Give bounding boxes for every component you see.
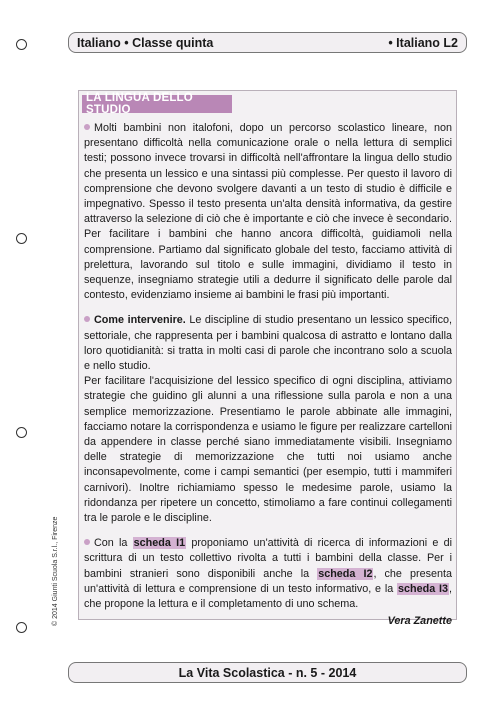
scheda-i1-label: scheda I1 — [133, 537, 186, 550]
page-header — [68, 32, 467, 53]
binder-hole-4 — [16, 622, 27, 633]
binder-hole-3 — [16, 427, 27, 438]
paragraph-intro-text: Molti bambini non italofoni, dopo un percorso scolastico lineare, non presentano difficoltà nella comunicazione orale o nella lettura di semplici testi; possono invece trovarsi in difficoltà nell'affrontare la lingua dello studio che presenta un lessico e una sintassi più complesse. Per questo il lavoro di comprensione che devono svolgere davanti a un testo di studio è difficile e impegnativo. Spesso il testo presenta un'alta densità informativa, da gestire attraverso la selezione di ciò che è importante e ciò che invece è secondario. Per facilitare i bambini che hanno ancora difficoltà, guidiamoli nella comprensione. Partiamo dal significato globale del testo, facciamo attività di prelettura, lavorando sul titolo e sulle immagini, dividiamo il testo in sequenze, insegniamo strategie utili a dedurre il significato delle parole dal contesto, evidenziamo insieme ai bambini le frasi più importanti. — [84, 122, 452, 302]
text-fragment: , che presenta un'attività di lettura e comprensione di un testo informativo, e la — [84, 567, 453, 595]
paragraph-come-intervenire — [84, 313, 452, 374]
binder-hole-1 — [16, 39, 27, 50]
text-fragment: , che propone la lettura e il completamento di uno schema. — [84, 582, 452, 611]
author-signature: Vera Zanette — [387, 615, 452, 628]
scheda-i3-label: scheda I3 — [398, 582, 448, 595]
bullet-icon — [84, 316, 90, 322]
paragraph-intro — [84, 121, 452, 303]
paragraph-schede — [84, 536, 452, 612]
header-section: • Italiano L2 — [388, 35, 458, 50]
copyright-notice: © 2014 Giunti Scuola S.r.l., Firenze — [52, 516, 59, 626]
paragraph-strategies — [84, 374, 452, 526]
header-subject: Italiano • Classe quinta — [77, 35, 214, 50]
article-body — [84, 121, 452, 630]
scheda-i2-label: scheda I2 — [318, 567, 373, 580]
paragraph-strategies-text: Per facilitare l'acquisizione del lessico specifico di ogni disciplina, attiviamo strategie che guidino gli alunni a una riflessione sulla parola e non a una semplice memorizzazione. Presentiamo le parole abbinate alle immagini, facciamo notare la corrispondenza e usiamo le figure per realizzare cartelloni da appendere in classe perché siano immediatamente visibili. Insegniamo delle strategie di memorizzazione che tutti noi usiamo anche inconsapevolmente, come i campi semantici (per esempio, tutti i mammiferi carnivori). Inoltre richiamiamo spesso le medesime parole, usiamo la ridondanza per ripetere un concetto, stimoliamo a fare continui collegamenti tra le parole e le discipline. — [84, 375, 452, 525]
bullet-icon — [84, 539, 90, 545]
paragraph-come-intervenire-text: Le discipline di studio presentano un lessico specifico, settoriale, che rappresenta per i bambini qualcosa di astratto e lontano dalla loro quotidianità: si tratta in molti casi di parole che incontrano solo a scuola e nello studio. — [84, 314, 452, 373]
paragraph-lead: Come intervenire. — [94, 314, 186, 327]
binder-hole-2 — [16, 233, 27, 244]
section-title: LA LINGUA DELLO STUDIO — [82, 95, 232, 113]
footer-publication: La Vita Scolastica - n. 5 - 2014 — [178, 665, 357, 680]
page-footer — [68, 662, 467, 683]
text-fragment: Con la — [94, 537, 133, 550]
bullet-icon — [84, 124, 90, 130]
text-fragment: proponiamo un'attività di ricerca di informazioni e di scrittura di un testo collettivo rivolta a tutti i bambini della classe. Per i bambini stranieri sono disponibili anche la — [84, 537, 452, 580]
